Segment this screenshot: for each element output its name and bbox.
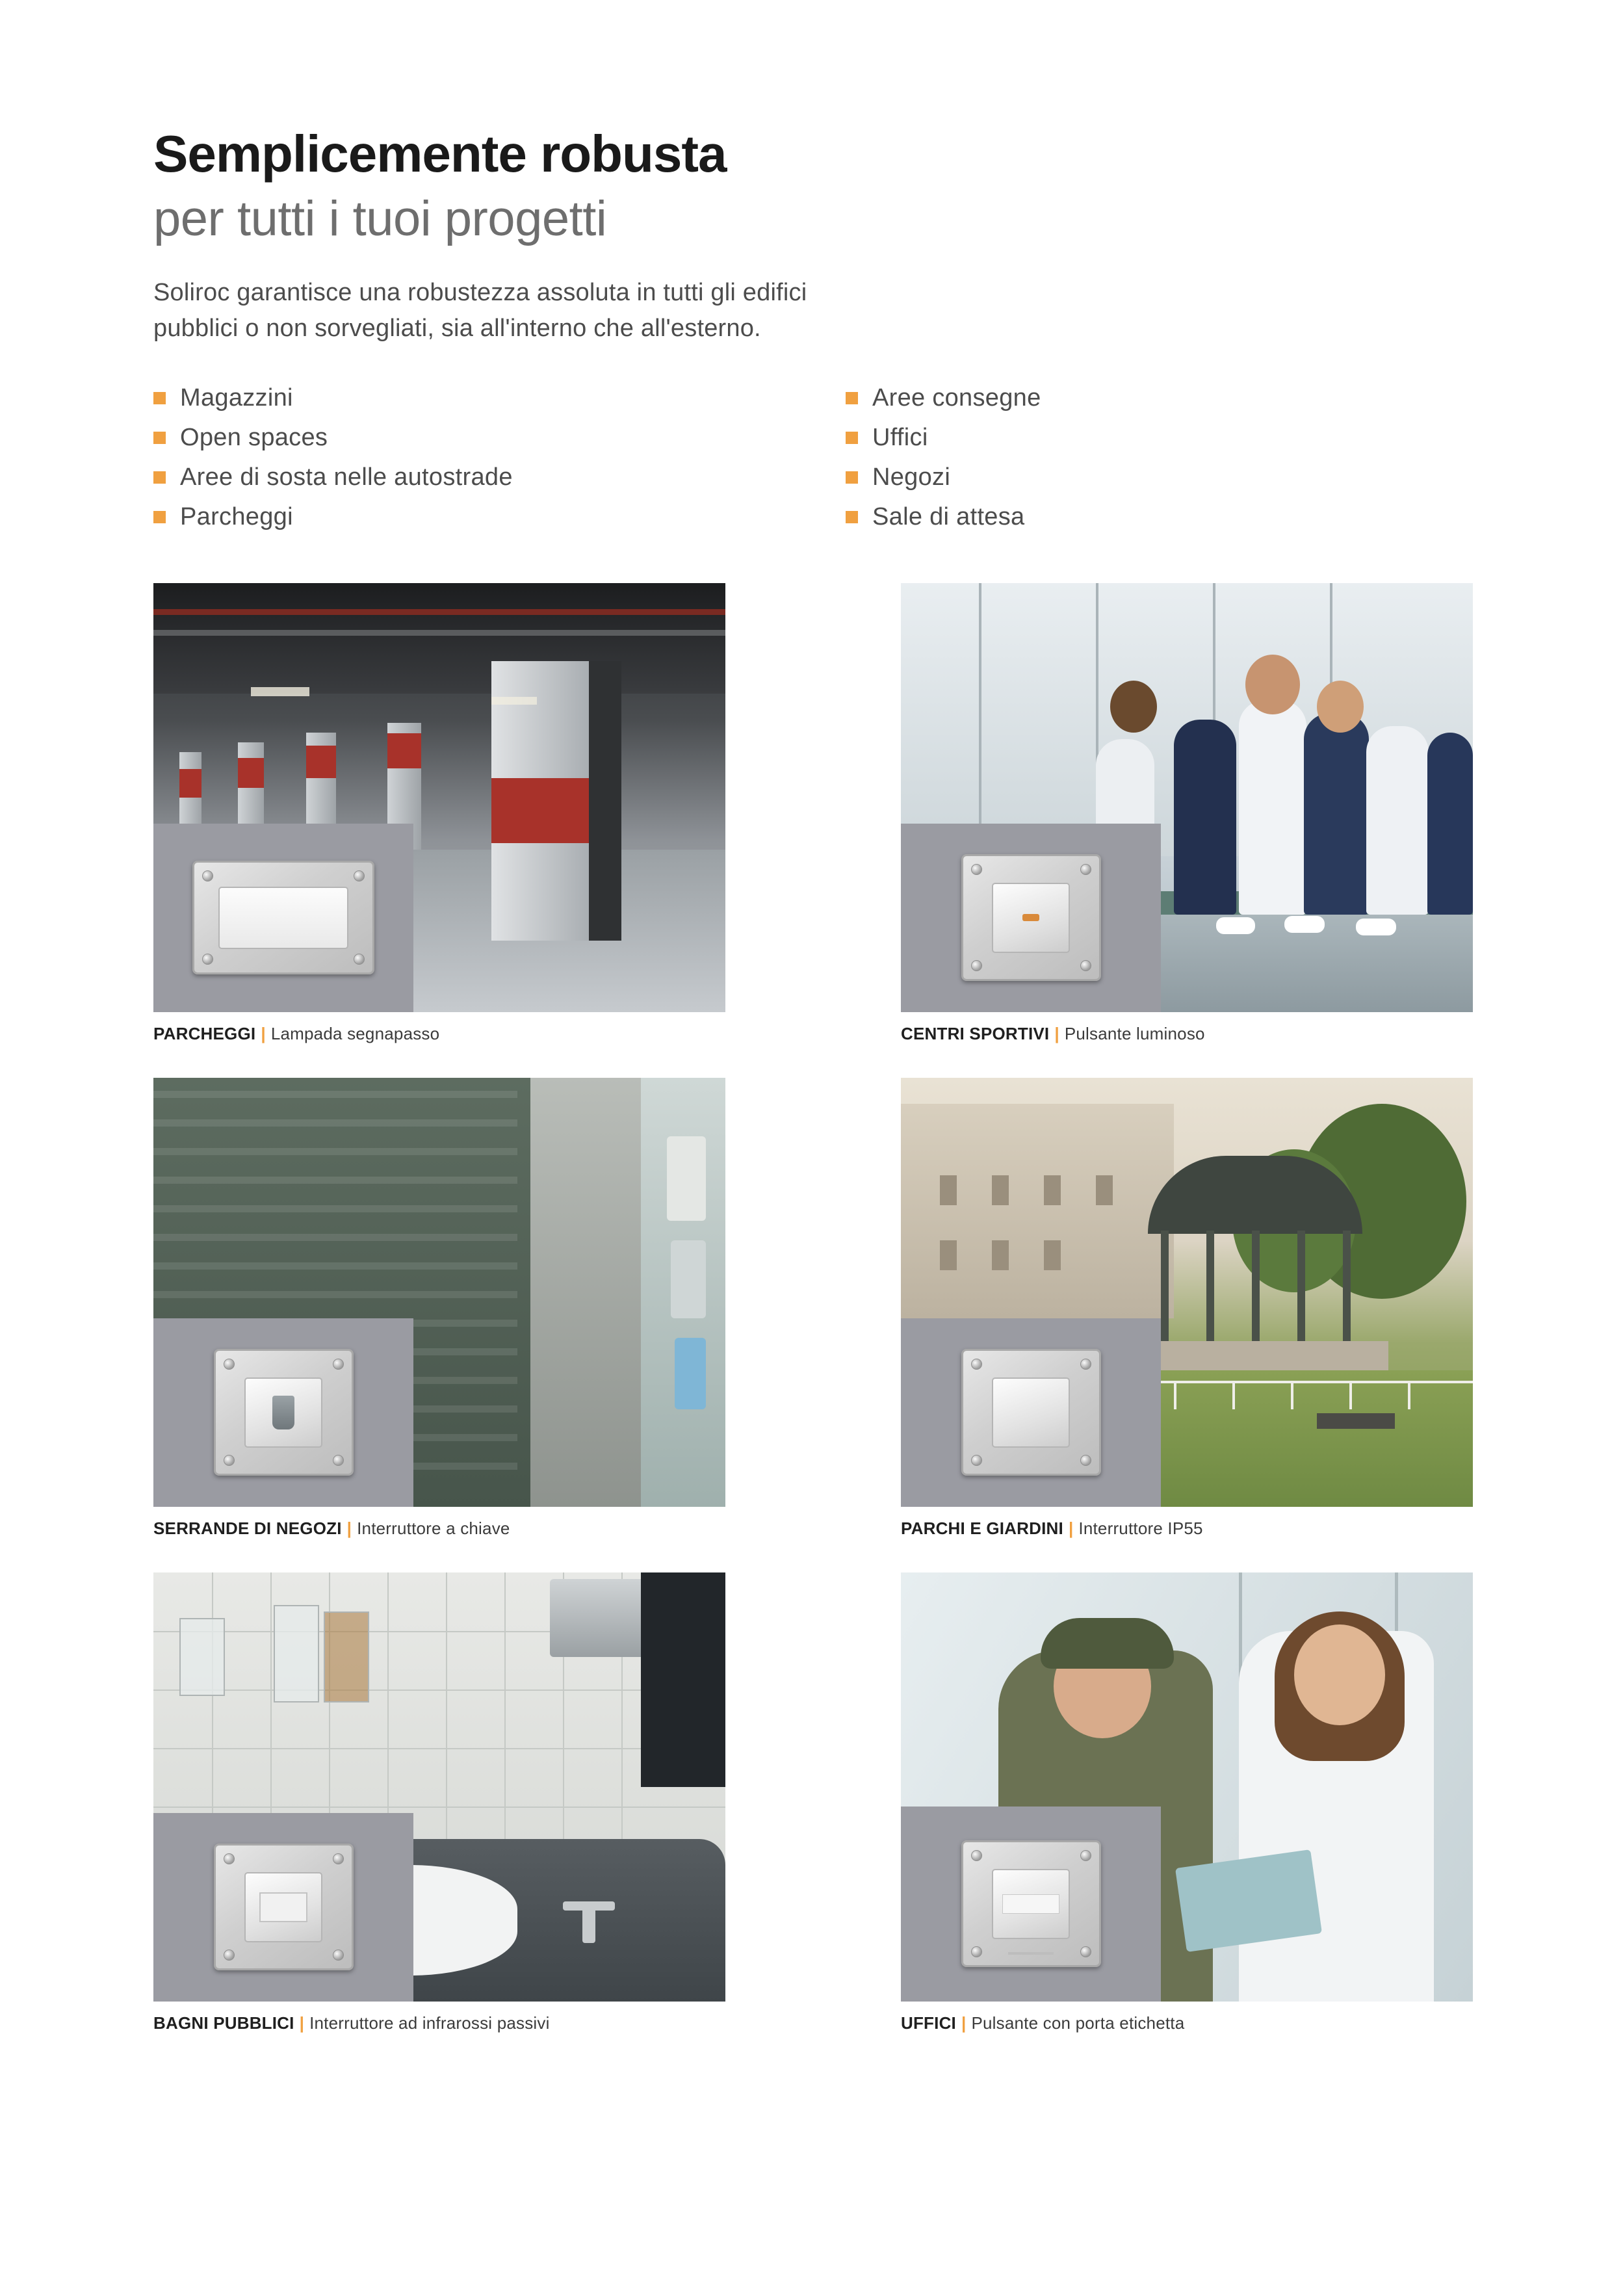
caption-separator: | [1068,1518,1074,1538]
list-item-label: Parcheggi [180,502,293,530]
bullet-square-icon [846,392,858,404]
gallery-item-parchi-e-giardini [901,1078,1473,1539]
lamp-module [218,887,348,949]
list-item-label: Negozi [872,463,951,491]
list-item [846,503,1473,531]
caption-category: PARCHI E GIARDINI [901,1518,1063,1538]
switch-plate [214,1844,354,1970]
infrared-sensor-module [244,1872,322,1942]
switch-plate [192,861,374,974]
page-content [153,127,1473,2067]
office-delivery-photo [901,1572,1473,2002]
switch-plate [961,1840,1101,1967]
caption [153,1024,725,1044]
key-switch-module [244,1377,322,1448]
list-item [846,424,1473,452]
switch-interruttore-a-chiave [153,1318,413,1507]
switch-lampada-segnapasso [153,824,413,1012]
bullet-square-icon [846,511,858,523]
list-item-label: Sale di attesa [872,502,1025,530]
caption [901,1519,1473,1539]
caption-category: UFFICI [901,2013,956,2033]
push-button-module [992,883,1070,953]
bullet-square-icon [846,432,858,444]
caption-description: Pulsante con porta etichetta [971,2013,1185,2033]
application-lists [153,384,1473,543]
switch-interruttore-infrarossi [153,1813,413,2002]
list-item-label: Uffici [872,423,928,451]
list-item [846,384,1473,412]
application-gallery [153,583,1473,2067]
caption-description: Interruttore IP55 [1078,1518,1203,1538]
shop-shutter-photo [153,1078,725,1507]
caption-description: Interruttore ad infrarossi passivi [309,2013,550,2033]
public-bathroom-photo [153,1572,725,2002]
application-list-right [846,384,1473,543]
caption-category: BAGNI PUBBLICI [153,2013,294,2033]
caption [901,1024,1473,1044]
caption-category: CENTRI SPORTIVI [901,1023,1050,1043]
list-item [153,424,781,452]
list-item-label: Aree di sosta nelle autostrade [180,463,513,491]
gallery-item-serrande-di-negozi [153,1078,725,1539]
caption [153,2013,725,2033]
switch-pulsante-porta-etichetta [901,1807,1161,2002]
gallery-item-parcheggi [153,583,725,1044]
gallery-item-centri-sportivi [901,583,1473,1044]
caption [901,2013,1473,2033]
application-list-left [153,384,781,543]
park-gazebo-photo [901,1078,1473,1507]
list-item [153,463,781,491]
switch-plate [961,854,1101,981]
switch-pulsante-luminoso [901,824,1161,1012]
bullet-square-icon [153,511,166,523]
caption-separator: | [261,1023,266,1043]
caption-description: Pulsante luminoso [1064,1023,1205,1043]
caption-description: Lampada segnapasso [270,1023,440,1043]
sports-team-locker-room-photo [901,583,1473,1012]
list-item [153,503,781,531]
list-item [153,384,781,412]
switch-interruttore-ip55 [901,1318,1161,1507]
bullet-square-icon [846,471,858,484]
caption-separator: | [299,2013,305,2033]
gallery-item-uffici [901,1572,1473,2033]
bullet-square-icon [153,471,166,484]
caption-description: Interruttore a chiave [357,1518,510,1538]
list-item-label: Magazzini [180,384,293,411]
label-holder-button-module [992,1869,1070,1939]
ip55-switch-module [992,1377,1070,1448]
caption [153,1519,725,1539]
page-subtitle: per tutti i tuoi progetti [153,191,607,246]
caption-separator: | [961,2013,967,2033]
list-item [846,463,1473,491]
bullet-square-icon [153,432,166,444]
page-title: Semplicemente robusta [153,125,727,183]
bullet-square-icon [153,392,166,404]
intro-paragraph: Soliroc garantisce una robustezza assoluta in tutti gli edifici pubblici o non sorvegliati, sia all'interno che all'esterno. [153,278,807,342]
switch-plate [961,1349,1101,1476]
caption-separator: | [1054,1023,1059,1043]
parking-garage-photo [153,583,725,1012]
caption-category: PARCHEGGI [153,1023,256,1043]
gallery-item-bagni-pubblici [153,1572,725,2033]
caption-category: SERRANDE DI NEGOZI [153,1518,342,1538]
list-item-label: Aree consegne [872,384,1041,411]
switch-plate [214,1349,354,1476]
caption-separator: | [346,1518,352,1538]
list-item-label: Open spaces [180,423,328,451]
